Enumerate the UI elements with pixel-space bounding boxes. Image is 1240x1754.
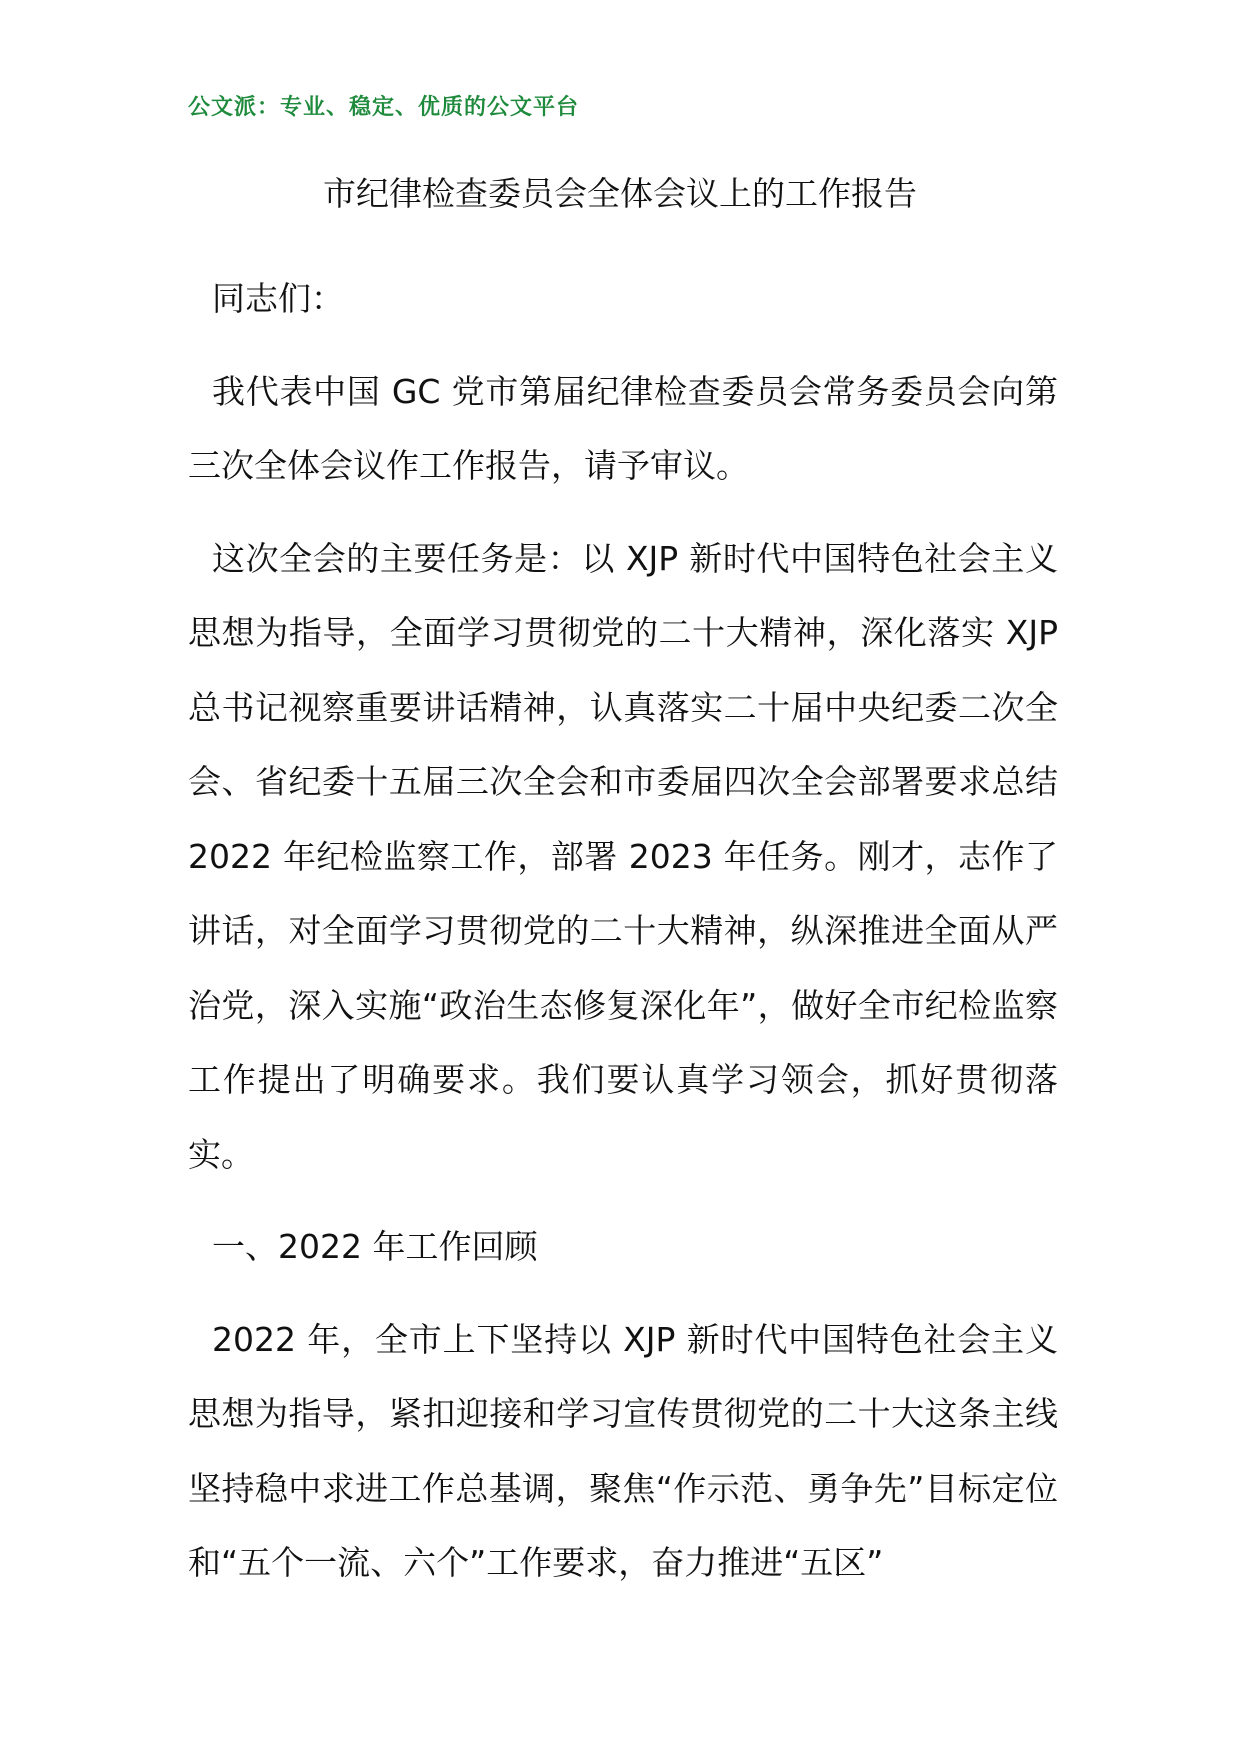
salutation: 同志们：: [212, 279, 344, 318]
paragraph-1: 我代表中国 GC 党市第届纪律检查委员会常务委员会向第三次全体会议作工作报告，请予审议。: [188, 371, 1058, 485]
header-banner: 公文派：专业、稳定、优质的公文平台: [188, 95, 580, 120]
paragraph-2: 这次全会的主要任务是：以 XJP 新时代中国特色社会主义思想为指导，全面学习贯彻党的二十大精神，深化落实 XJP 总书记视察重要讲话精神，认真落实二十届中央纪委二次全会、省纪委十五届三次全会和市委届四次全会部署要求总结 2022 年纪检监察工作，部署 2023 年任务。刚才，志作了讲话，对全面学习贯彻党的二十大精神，纵深推进全面从严治党，深入实施“政治生态修复深化年”，做好全市纪检监察工作提出了明确要求。我们要认真学习领会，抓好贯彻落实。: [188, 538, 1058, 1174]
section-heading: 一、2022 年工作回顾: [212, 1227, 538, 1266]
section-paragraph: 2022 年，全市上下坚持以 XJP 新时代中国特色社会主义思想为指导，紧扣迎接和学习宣传贯彻党的二十大这条主线坚持稳中求进工作总基调，聚焦“作示范、勇争先”目标定位和“五个一流、六个”工作要求，奋力推进“五区”: [188, 1319, 1058, 1582]
document-body: [188, 262, 1058, 1619]
document-title: 市纪律检查委员会全体会议上的工作报告: [323, 174, 917, 213]
